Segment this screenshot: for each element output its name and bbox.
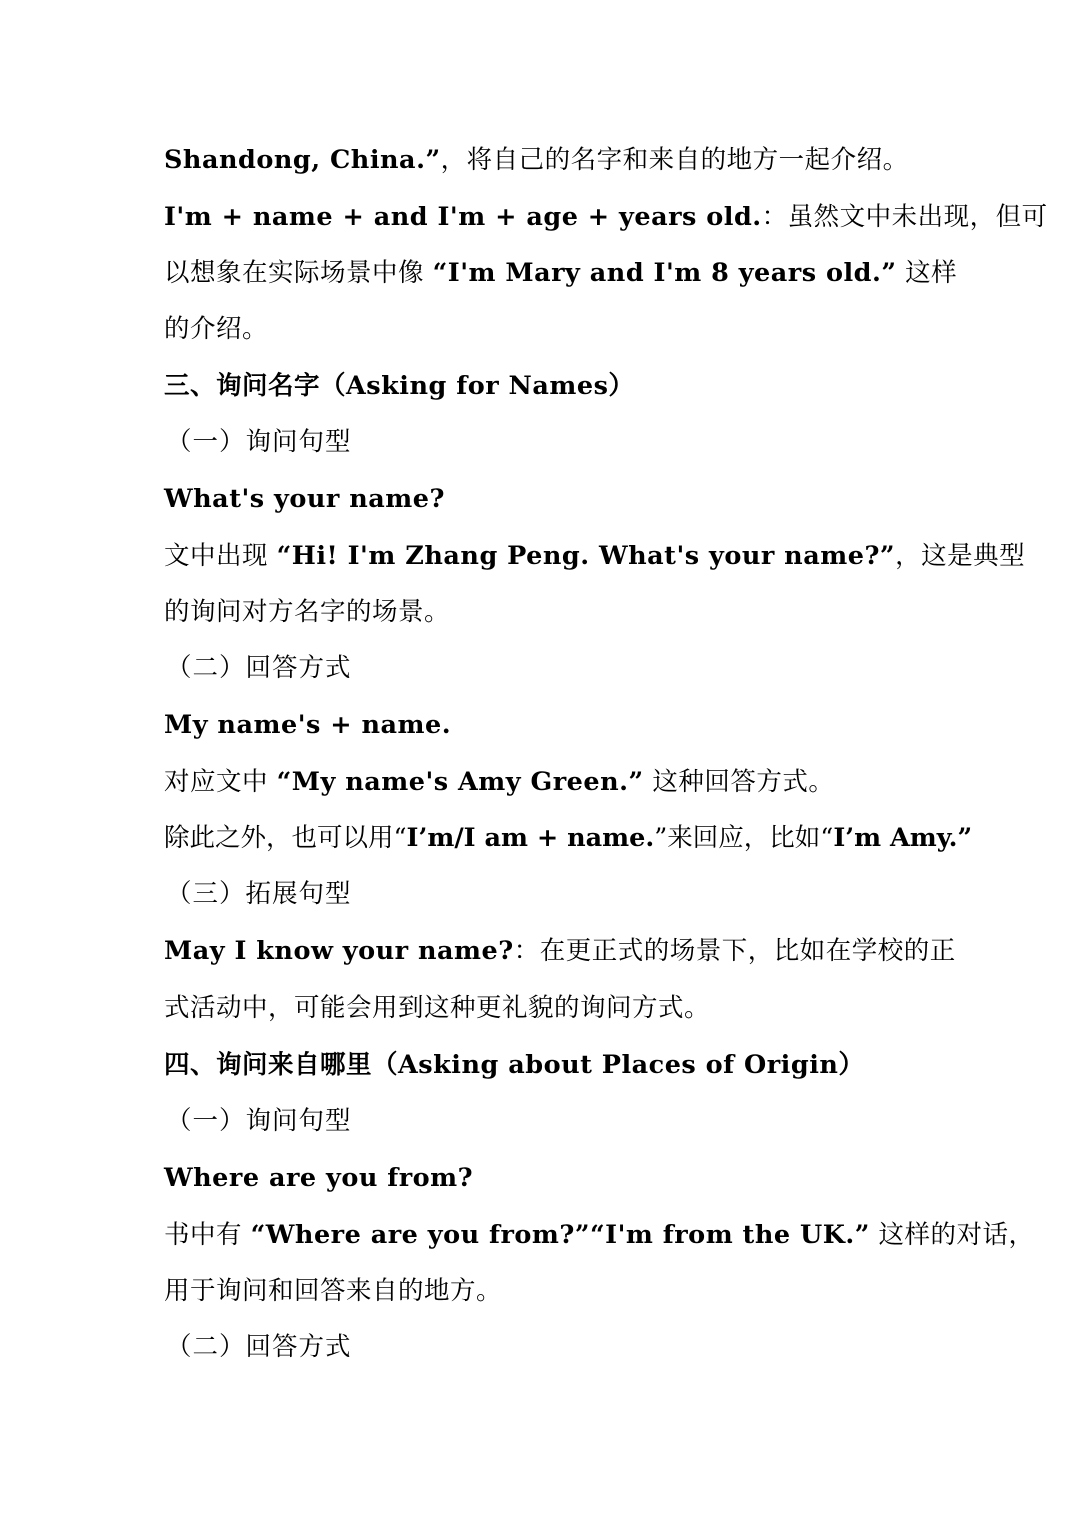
bold-example: “I'm Mary and I'm 8 years old.” bbox=[432, 258, 897, 288]
paragraph-line bbox=[164, 1215, 1035, 1255]
paragraph-line bbox=[164, 931, 956, 971]
bold-pattern: I'm + name + and I'm + age + years old. bbox=[164, 202, 762, 232]
bold-pattern: May I know your name? bbox=[164, 936, 514, 966]
subsection-heading: （一）询问句型 bbox=[166, 1106, 352, 1136]
paragraph-line bbox=[164, 253, 958, 293]
paragraph-text: 书中有 bbox=[164, 1220, 251, 1250]
subsection-heading: （二）回答方式 bbox=[166, 653, 352, 683]
paragraph-line bbox=[164, 818, 973, 858]
paragraph-text: 文中出现 bbox=[164, 541, 277, 571]
paragraph-text: ：在更正式的场景下，比如在学校的正 bbox=[513, 936, 956, 966]
bold-example: “My name's Amy Green.” bbox=[276, 767, 644, 797]
paragraph-text: 的介绍。 bbox=[164, 314, 269, 344]
question-pattern: Where are you from? bbox=[164, 1163, 474, 1193]
question-pattern: What's your name? bbox=[164, 484, 445, 514]
paragraph-text: ：虽然文中未出现，但可 bbox=[761, 202, 1048, 232]
paragraph-line bbox=[164, 536, 1026, 576]
paragraph-text: ，这是典型 bbox=[895, 541, 1026, 571]
bold-example: Shandong, China.” bbox=[164, 145, 441, 175]
bold-example: “Where are you from?”“I'm from the UK.” bbox=[250, 1220, 870, 1250]
paragraph-line bbox=[164, 1271, 934, 1311]
paragraph-line bbox=[164, 988, 934, 1028]
answer-pattern: My name's + name. bbox=[164, 710, 452, 740]
paragraph-text: 对应文中 bbox=[164, 767, 277, 797]
paragraph-text: 这种回答方式。 bbox=[643, 767, 835, 797]
bold-example: “Hi! I'm Zhang Peng. What's your name?” bbox=[276, 541, 896, 571]
paragraph-line bbox=[164, 592, 934, 632]
subsection-heading: （一）询问句型 bbox=[166, 427, 352, 457]
paragraph-text: 的询问对方名字的场景。 bbox=[164, 597, 451, 627]
paragraph-text: 以想象在实际场景中像 bbox=[164, 258, 433, 288]
bold-example: I’m Amy.” bbox=[833, 823, 973, 853]
subsection-heading: （三）拓展句型 bbox=[166, 879, 352, 909]
section-heading-4: 四、询问来自哪里（Asking about Places of Origin） bbox=[164, 1050, 865, 1080]
paragraph-line bbox=[164, 309, 934, 349]
subsection-heading: （二）回答方式 bbox=[166, 1332, 352, 1362]
paragraph-text: 这样 bbox=[896, 258, 958, 288]
paragraph-text: 除此之外，也可以用“ bbox=[164, 823, 407, 853]
paragraph-line bbox=[164, 197, 1048, 237]
paragraph-line bbox=[164, 762, 934, 802]
paragraph-text: ，将自己的名字和来自的地方一起介绍。 bbox=[440, 145, 909, 175]
paragraph-text: 用于询问和回答来自的地方。 bbox=[164, 1276, 503, 1306]
bold-pattern: I’m/I am + name. bbox=[406, 823, 655, 853]
paragraph-text: 式活动中，可能会用到这种更礼貌的询问方式。 bbox=[164, 993, 711, 1023]
paragraph-text: ”来回应，比如“ bbox=[654, 823, 834, 853]
paragraph-text: 这样的对话， bbox=[869, 1220, 1035, 1250]
paragraph-line bbox=[164, 140, 934, 180]
section-heading-3: 三、询问名字（Asking for Names） bbox=[164, 371, 635, 401]
